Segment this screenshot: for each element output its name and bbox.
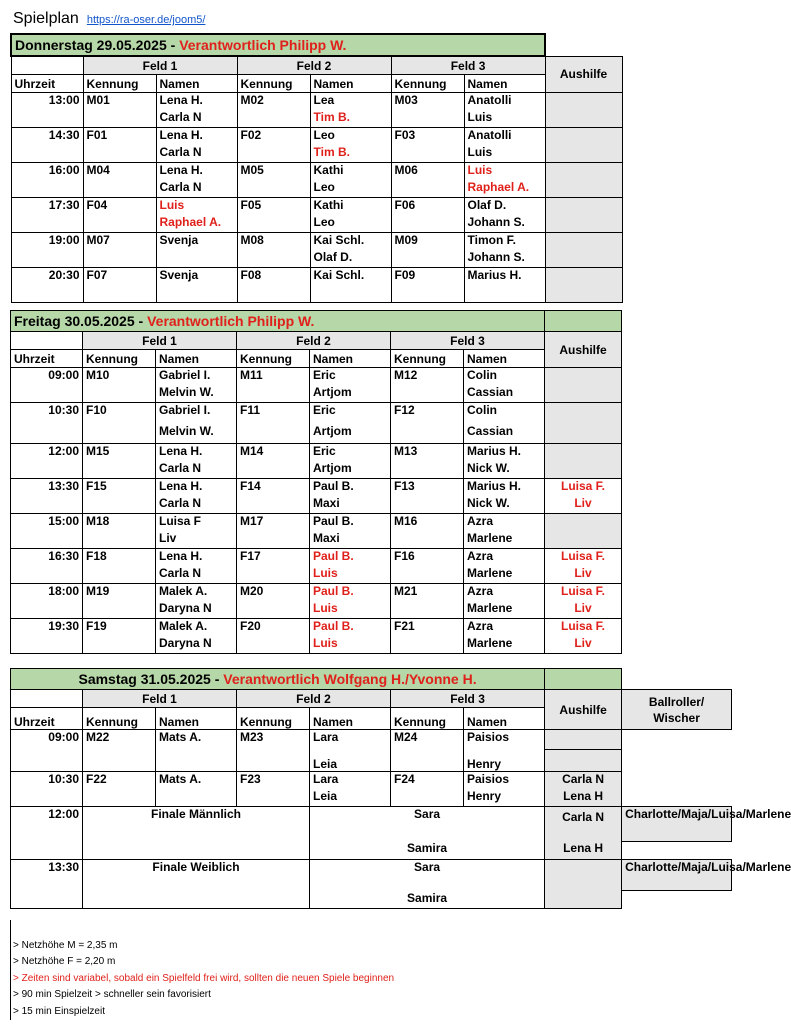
match-row — [11, 514, 622, 532]
player-name: Samira — [310, 841, 545, 859]
player-name: Sara — [310, 807, 545, 825]
player-name: Paul B. — [310, 549, 391, 567]
names-header: Namen — [310, 75, 391, 93]
match-time: 16:30 — [11, 549, 83, 567]
match-code: F15 — [83, 479, 156, 497]
day-header-friday — [11, 311, 545, 332]
match-time: 18:00 — [11, 584, 83, 602]
match-code: M13 — [391, 444, 464, 462]
helper-cell — [545, 859, 622, 908]
match-code: M15 — [83, 444, 156, 462]
field3-header: Feld 3 — [391, 332, 545, 350]
player-name: Nick W. — [464, 461, 545, 479]
player-name: Carla N — [156, 461, 237, 479]
helper-name: Luisa F. — [545, 479, 622, 497]
day-header-saturday — [11, 669, 545, 690]
names-header: Namen — [310, 708, 391, 730]
match-code: M04 — [83, 163, 156, 181]
names-header: Namen — [310, 350, 391, 368]
match-code: F03 — [391, 128, 464, 146]
player-name: Eric — [310, 444, 391, 462]
player-name: Colin — [464, 368, 545, 386]
match-code: F11 — [237, 403, 310, 425]
match-code: M23 — [237, 730, 310, 750]
match-code: M22 — [83, 730, 156, 750]
helper-cell — [545, 368, 622, 403]
player-name: Azra — [464, 619, 545, 637]
player-name: Daryna N — [156, 601, 237, 619]
player-name: Anatolli — [464, 93, 545, 111]
match-time: 12:00 — [11, 807, 83, 860]
player-name: Gabriel I. — [156, 368, 237, 386]
field2-header: Feld 2 — [237, 56, 391, 75]
match-code: M14 — [237, 444, 310, 462]
page-title: Spielplan — [13, 10, 79, 27]
match-code: M19 — [83, 584, 156, 602]
helper-cell — [545, 128, 622, 163]
player-name: Lara — [310, 730, 391, 750]
note-warmup: > 15 min Einspielzeit — [13, 1005, 105, 1017]
day-table-thursday — [10, 33, 623, 303]
day-table-friday — [10, 310, 622, 654]
day-responsible: Verantwortlich Philipp W. — [147, 313, 315, 329]
player-name: Henry — [464, 789, 545, 807]
match-code: F23 — [237, 772, 310, 790]
match-row — [11, 619, 622, 637]
match-time: 19:00 — [11, 233, 83, 251]
player-name: Leia — [310, 749, 391, 772]
helper-name: Liv — [545, 496, 622, 514]
player-name: Luis — [464, 110, 545, 128]
player-name: Tim B. — [310, 110, 391, 128]
match-row — [11, 479, 622, 497]
match-code: F08 — [237, 268, 310, 286]
code-header: Kennung — [237, 350, 310, 368]
helper-name: Luisa F. — [545, 619, 622, 637]
player-name: Lena H. — [156, 549, 237, 567]
player-name: Luis — [464, 163, 545, 181]
day-responsible: Verantwortlich Wolfgang H./Yvonne H. — [223, 671, 477, 687]
helper-name: Liv — [545, 566, 622, 584]
player-name: Marlene — [464, 531, 545, 549]
player-name: Carla N — [156, 496, 237, 514]
final-row — [11, 807, 732, 825]
player-name: Olaf D. — [310, 250, 391, 268]
names-header: Namen — [156, 350, 237, 368]
note-variable-times: > Zeiten sind variabel, sobald ein Spielfeld frei wird, sollten die neuen Spiele beginnen — [13, 972, 395, 984]
player-name: Lena H. — [156, 163, 237, 181]
player-name: Melvin W. — [156, 424, 237, 444]
player-name: Liv — [156, 531, 237, 549]
player-name: Leo — [310, 180, 391, 198]
player-name: Luisa F — [156, 514, 237, 532]
match-row — [11, 93, 622, 111]
code-header: Kennung — [83, 350, 156, 368]
match-code: M05 — [237, 163, 310, 181]
player-name: Maxi — [310, 496, 391, 514]
player-name: Mats A. — [156, 730, 237, 750]
match-code: F18 — [83, 549, 156, 567]
player-name: Malek A. — [156, 619, 237, 637]
player-name: Luis — [310, 636, 391, 654]
player-name: Kai Schl. — [310, 268, 391, 286]
match-row — [11, 233, 622, 251]
player-name: Lena H. — [156, 444, 237, 462]
match-code: F02 — [237, 128, 310, 146]
player-name: Eric — [310, 368, 391, 386]
names-header: Namen — [464, 708, 545, 730]
match-code: F16 — [391, 549, 464, 567]
player-name: Colin — [464, 403, 545, 425]
note-play-time: > 90 min Spielzeit > schneller sein favorisiert — [13, 989, 211, 1001]
day-date: Freitag 30.05.2025 — [14, 313, 135, 329]
helper-cell — [545, 749, 622, 772]
match-code: M06 — [391, 163, 464, 181]
match-time: 16:00 — [11, 163, 83, 181]
field1-header: Feld 1 — [83, 332, 237, 350]
day-sep: - — [138, 313, 144, 329]
match-row — [11, 584, 622, 602]
time-header: Uhrzeit — [11, 350, 83, 368]
day-date: Donnerstag 29.05.2025 — [15, 37, 167, 53]
player-name: Carla N — [156, 566, 237, 584]
player-name: Azra — [464, 549, 545, 567]
player-name: Leo — [310, 215, 391, 233]
helper-name: Luisa F. — [545, 549, 622, 567]
field2-header: Feld 2 — [237, 690, 391, 708]
player-name: Olaf D. — [464, 198, 545, 216]
match-code: F12 — [391, 403, 464, 425]
match-code: M20 — [237, 584, 310, 602]
player-name: Carla N — [156, 110, 237, 128]
player-name: Carla N — [156, 145, 237, 163]
code-header: Kennung — [391, 75, 464, 93]
player-name: Lara — [310, 772, 391, 790]
field2-header: Feld 2 — [237, 332, 391, 350]
player-name: Artjom — [310, 424, 391, 444]
player-name: Leo — [310, 128, 391, 146]
match-time: 17:30 — [11, 198, 83, 216]
match-code: F22 — [83, 772, 156, 790]
player-name: Johann S. — [464, 215, 545, 233]
code-header: Kennung — [391, 708, 464, 730]
match-time: 13:30 — [11, 479, 83, 497]
match-row — [11, 730, 732, 750]
helper-name: Liv — [545, 636, 622, 654]
player-name: Paul B. — [310, 619, 391, 637]
player-name: Lena H. — [156, 128, 237, 146]
match-row — [11, 444, 622, 462]
helper-cell — [545, 163, 622, 198]
names-header: Namen — [464, 75, 545, 93]
player-name: Luis — [310, 566, 391, 584]
helper-name: Lena H — [545, 789, 622, 807]
match-code: M03 — [391, 93, 464, 111]
ballroller-header: Ballroller/ Wischer — [622, 690, 732, 730]
player-name: Marius H. — [464, 268, 545, 286]
helper-cell — [545, 403, 622, 444]
names-header: Namen — [464, 350, 545, 368]
player-name: Mats A. — [156, 772, 237, 790]
match-code: F13 — [391, 479, 464, 497]
match-code: F19 — [83, 619, 156, 637]
player-name: Lena H. — [156, 93, 237, 111]
match-code: M21 — [391, 584, 464, 602]
match-time: 14:30 — [11, 128, 83, 146]
field3-header: Feld 3 — [391, 56, 545, 75]
player-name: Svenja — [156, 268, 237, 286]
player-name: Eric — [310, 403, 391, 425]
note-net-height-m: > Netzhöhe M = 2,35 m — [13, 940, 118, 951]
match-code: F21 — [391, 619, 464, 637]
player-name: Cassian — [464, 424, 545, 444]
player-name: Marius H. — [464, 444, 545, 462]
day-sep: - — [214, 671, 220, 687]
match-code: M17 — [237, 514, 310, 532]
helper-cell — [545, 444, 622, 479]
code-header: Kennung — [83, 75, 156, 93]
match-code: M12 — [391, 368, 464, 386]
match-row — [11, 403, 622, 425]
day-responsible: Verantwortlich Philipp W. — [179, 37, 347, 53]
player-name: Luis — [464, 145, 545, 163]
player-name: Gabriel I. — [156, 403, 237, 425]
player-name: Melvin W. — [156, 385, 237, 403]
match-code: M24 — [391, 730, 464, 750]
player-name: Artjom — [310, 385, 391, 403]
player-name: Artjom — [310, 461, 391, 479]
match-code: F20 — [237, 619, 310, 637]
field1-header: Feld 1 — [83, 56, 237, 75]
match-code: F24 — [391, 772, 464, 790]
helper-name: Carla N — [545, 772, 622, 790]
match-time: 13:00 — [11, 93, 83, 111]
field3-header: Feld 3 — [391, 690, 545, 708]
match-code: F06 — [391, 198, 464, 216]
player-name: Raphael A. — [464, 180, 545, 198]
player-name — [156, 250, 237, 268]
player-name: Tim B. — [310, 145, 391, 163]
player-name: Marlene — [464, 636, 545, 654]
match-code: M16 — [391, 514, 464, 532]
player-name: Malek A. — [156, 584, 237, 602]
match-row — [11, 549, 622, 567]
player-name: Lena H. — [156, 479, 237, 497]
time-header: Uhrzeit — [11, 75, 83, 93]
player-name: Raphael A. — [156, 215, 237, 233]
helper-cell — [545, 730, 622, 750]
match-code: M11 — [237, 368, 310, 386]
match-row — [11, 268, 622, 286]
player-name: Leia — [310, 789, 391, 807]
player-name: Lea — [310, 93, 391, 111]
match-row — [11, 198, 622, 216]
day-date: Samstag 31.05.2025 — [78, 671, 211, 687]
match-code: M18 — [83, 514, 156, 532]
player-name: Azra — [464, 514, 545, 532]
player-name: Svenja — [156, 233, 237, 251]
player-name: Luis — [156, 198, 237, 216]
player-name: Timon F. — [464, 233, 545, 251]
helper-header: Aushilfe — [545, 56, 622, 93]
player-name: Marlene — [464, 566, 545, 584]
player-name: Sara — [310, 859, 545, 877]
helper-cell — [545, 514, 622, 549]
helper-header: Aushilfe — [545, 690, 622, 730]
player-name: Cassian — [464, 385, 545, 403]
match-code: F17 — [237, 549, 310, 567]
match-time: 15:00 — [11, 514, 83, 532]
match-code: F14 — [237, 479, 310, 497]
field1-header: Feld 1 — [83, 690, 237, 708]
player-name: Paisios — [464, 730, 545, 750]
page-header — [13, 10, 205, 34]
helper-header: Aushilfe — [545, 332, 622, 368]
match-time: 13:30 — [11, 859, 83, 908]
match-code: F10 — [83, 403, 156, 425]
match-time: 12:00 — [11, 444, 83, 462]
helper-cell — [545, 268, 622, 303]
match-code: M01 — [83, 93, 156, 111]
player-name: Paul B. — [310, 584, 391, 602]
helper-name: Lena H — [545, 841, 622, 859]
code-header: Kennung — [237, 708, 310, 730]
player-name: Azra — [464, 584, 545, 602]
time-header: Uhrzeit — [11, 708, 83, 730]
match-time: 19:30 — [11, 619, 83, 637]
match-code: M10 — [83, 368, 156, 386]
player-name: Johann S. — [464, 250, 545, 268]
names-header: Namen — [156, 75, 237, 93]
match-code: M02 — [237, 93, 310, 111]
match-code: M07 — [83, 233, 156, 251]
player-name: Kathi — [310, 163, 391, 181]
day-sep: - — [170, 37, 176, 53]
match-row — [11, 128, 622, 146]
match-row — [11, 772, 732, 790]
player-name: Maxi — [310, 531, 391, 549]
match-row — [11, 368, 622, 386]
helper-cell — [545, 198, 622, 233]
match-row — [11, 163, 622, 181]
match-code: F07 — [83, 268, 156, 286]
match-code: M08 — [237, 233, 310, 251]
match-code: F09 — [391, 268, 464, 286]
left-border-line — [10, 920, 11, 1020]
helper-name: Luisa F. — [545, 584, 622, 602]
player-name: Marius H. — [464, 479, 545, 497]
helper-cell — [545, 233, 622, 268]
code-header: Kennung — [237, 75, 310, 93]
notes — [13, 938, 394, 1020]
player-name: Luis — [310, 601, 391, 619]
player-name: Paul B. — [310, 514, 391, 532]
match-time: 09:00 — [11, 730, 83, 750]
day-table-saturday — [10, 668, 791, 909]
player-name: Samira — [310, 891, 545, 909]
final-row — [11, 859, 732, 877]
note-net-height-f: > Netzhöhe F = 2,20 m — [13, 956, 116, 968]
player-name: Paisios — [464, 772, 545, 790]
match-time: 10:30 — [11, 403, 83, 425]
code-header: Kennung — [83, 708, 156, 730]
match-code: F01 — [83, 128, 156, 146]
day-header-thursday — [11, 34, 545, 56]
player-name: Henry — [464, 749, 545, 772]
header-link[interactable]: https://ra-oser.de/joom5/ — [86, 14, 206, 26]
player-name: Kathi — [310, 198, 391, 216]
match-code: M09 — [391, 233, 464, 251]
match-time: 10:30 — [11, 772, 83, 790]
names-header: Namen — [156, 708, 237, 730]
player-name: Paul B. — [310, 479, 391, 497]
player-name: Nick W. — [464, 496, 545, 514]
match-time: 09:00 — [11, 368, 83, 386]
player-name: Marlene — [464, 601, 545, 619]
final-label: Finale Weiblich — [83, 859, 310, 908]
player-name: Daryna N — [156, 636, 237, 654]
match-time: 20:30 — [11, 268, 83, 286]
final-label: Finale Männlich — [83, 807, 310, 860]
ballroller-names: Charlotte/Maja/Luisa/Marlene — [622, 859, 732, 891]
helper-cell — [545, 93, 622, 128]
helper-name: Carla N — [545, 807, 622, 825]
match-code: F05 — [237, 198, 310, 216]
player-name: Anatolli — [464, 128, 545, 146]
ballroller-names: Charlotte/Maja/Luisa/Marlene — [622, 807, 732, 842]
player-name: Kai Schl. — [310, 233, 391, 251]
code-header: Kennung — [391, 350, 464, 368]
player-name: Carla N — [156, 180, 237, 198]
match-code: F04 — [83, 198, 156, 216]
helper-name: Liv — [545, 601, 622, 619]
